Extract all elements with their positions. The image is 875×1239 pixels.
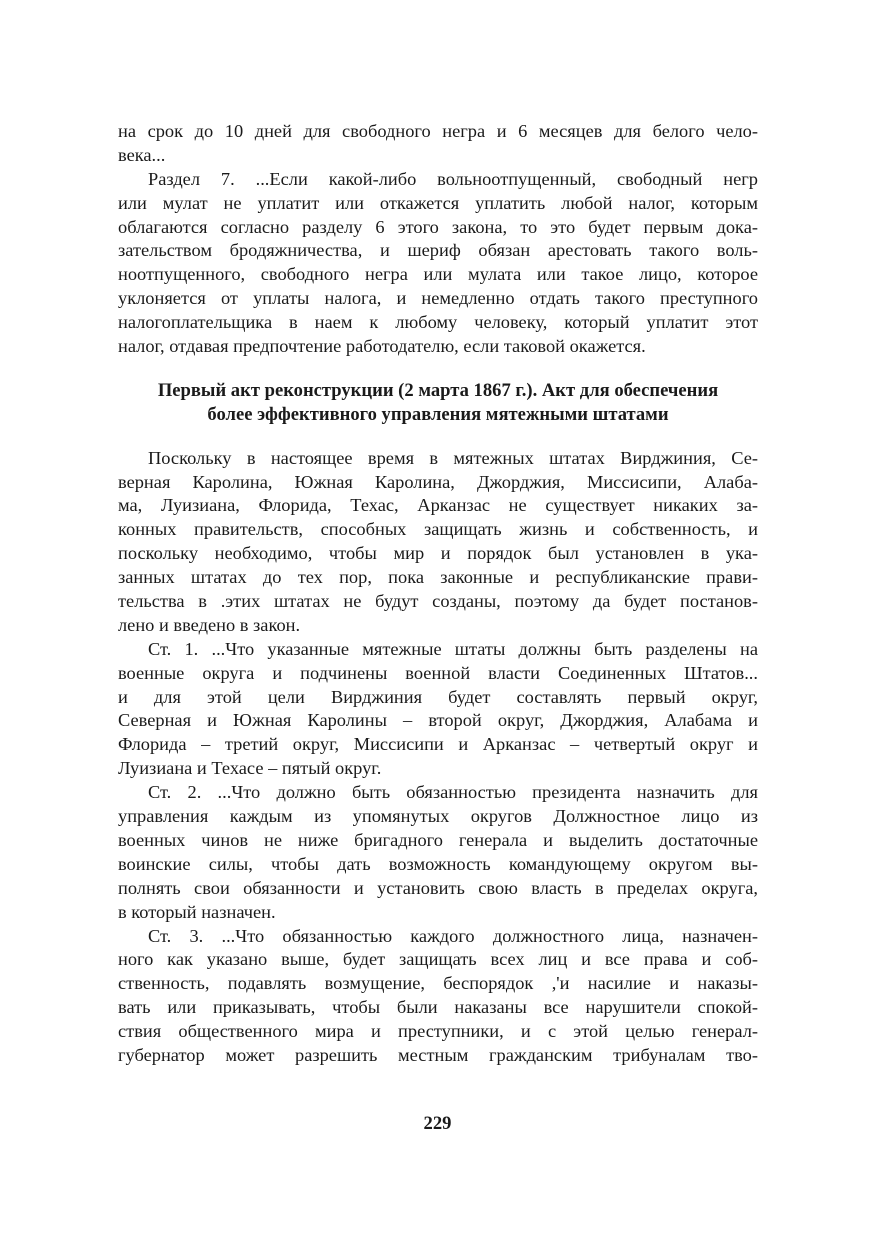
text-line: ственность, подавлять возмущение, беспорядок ,'и насилие и наказы- — [118, 973, 758, 994]
paragraph-1 — [118, 120, 758, 168]
text-line: Ст. 2. ...Что должно быть обязанностью президента назначить для — [148, 782, 758, 803]
text-line: или мулат не уплатит или откажется уплатить любой налог, которым — [118, 192, 758, 213]
text-line: Поскольку в настоящее время в мятежных штатах Вирджиния, Се- — [148, 447, 758, 468]
text-line: зательством бродяжничества, и шериф обязан арестовать такого воль- — [118, 240, 758, 261]
text-line: Ст. 1. ...Что указанные мятежные штаты должны быть разделены на — [148, 638, 758, 659]
text-line: Луизиана и Техасе – пятый округ. — [118, 758, 382, 779]
text-line: века... — [118, 144, 166, 165]
text-line: ма, Луизиана, Флорида, Техас, Арканзас не существует никаких за- — [118, 495, 758, 516]
text-line: Раздел 7. ...Если какой-либо вольноотпущенный, свободный негр — [148, 168, 758, 189]
heading-line: более эффективного управления мятежными штатами — [207, 403, 669, 425]
text-line: воинские силы, чтобы дать возможность командующему округом вы- — [118, 853, 758, 874]
text-line: управления каждым из упомянутых округов Должностное лицо из — [118, 806, 758, 827]
text-line: тельства в .этих штатах не будут созданы, поэтому да будет постанов- — [118, 591, 758, 612]
paragraph-article-2 — [118, 781, 758, 924]
text-line: налогоплательщика в наем к любому человеку, который уплатит этот — [118, 312, 758, 333]
text-line: занных штатах до тех пор, пока законные и республиканские прави- — [118, 567, 758, 588]
text-line: ствия общественного мира и преступники, и с этой целью генерал- — [118, 1021, 758, 1042]
text-line: полнять свои обязанности и установить свою власть в пределах округа, — [118, 877, 758, 898]
text-line: верная Каролина, Южная Каролина, Джорджия, Миссисипи, Алаба- — [118, 471, 758, 492]
text-line: уклоняется от уплаты налога, и немедленно отдать такого преступного — [118, 288, 758, 309]
text-line: на срок до 10 дней для свободного негра и 6 месяцев для белого чело- — [118, 121, 758, 141]
text-line: Северная и Южная Каролины – второй округ, Джорджия, Алабама и — [118, 710, 758, 731]
text-line: военных чинов не ниже бригадного генерала и выделить достаточные — [118, 829, 758, 850]
text-line: Ст. 3. ...Что обязанностью каждого должностного лица, назначен- — [148, 925, 758, 946]
text-line: лено и введено в закон. — [118, 614, 301, 635]
paragraph-section-7 — [118, 168, 758, 359]
paragraph-preamble — [118, 447, 758, 638]
text-line: в который назначен. — [118, 901, 276, 922]
page-number: 229 — [423, 1113, 452, 1134]
text-line: налог, отдавая предпочтение работодателю, если таковой окажется. — [118, 336, 646, 357]
text-line: Флорида – третий округ, Миссисипи и Арканзас – четвертый округ и — [118, 734, 758, 755]
heading-line: Первый акт реконструкции (2 марта 1867 г.). Акт для обеспечения — [157, 379, 719, 401]
paragraph-article-1 — [118, 638, 758, 781]
text-line: вать или приказывать, чтобы были наказаны все нарушители спокой- — [118, 997, 758, 1018]
text-line: военные округа и подчинены военной власти Соединенных Штатов... — [118, 662, 758, 683]
text-line: и для этой цели Вирджиния будет составлять первый округ, — [118, 686, 758, 707]
text-line: облагаются согласно разделу 6 этого закона, то это будет первым дока- — [118, 216, 758, 237]
text-line: ноотпущенного, свободного негра или мулата или такое лицо, которое — [118, 264, 758, 285]
text-line: ного как указано выше, будет защищать всех лиц и все права и соб- — [118, 949, 758, 970]
text-line: губернатор может разрешить местным гражданским трибуналам тво- — [118, 1044, 758, 1065]
section-heading — [118, 379, 758, 427]
text-line: поскольку необходимо, чтобы мир и порядок был установлен в ука- — [118, 543, 758, 564]
paragraph-article-3 — [118, 925, 758, 1068]
text-line: конных правительств, способных защищать жизнь и собственность, и — [118, 519, 758, 540]
page-body — [118, 120, 758, 1068]
